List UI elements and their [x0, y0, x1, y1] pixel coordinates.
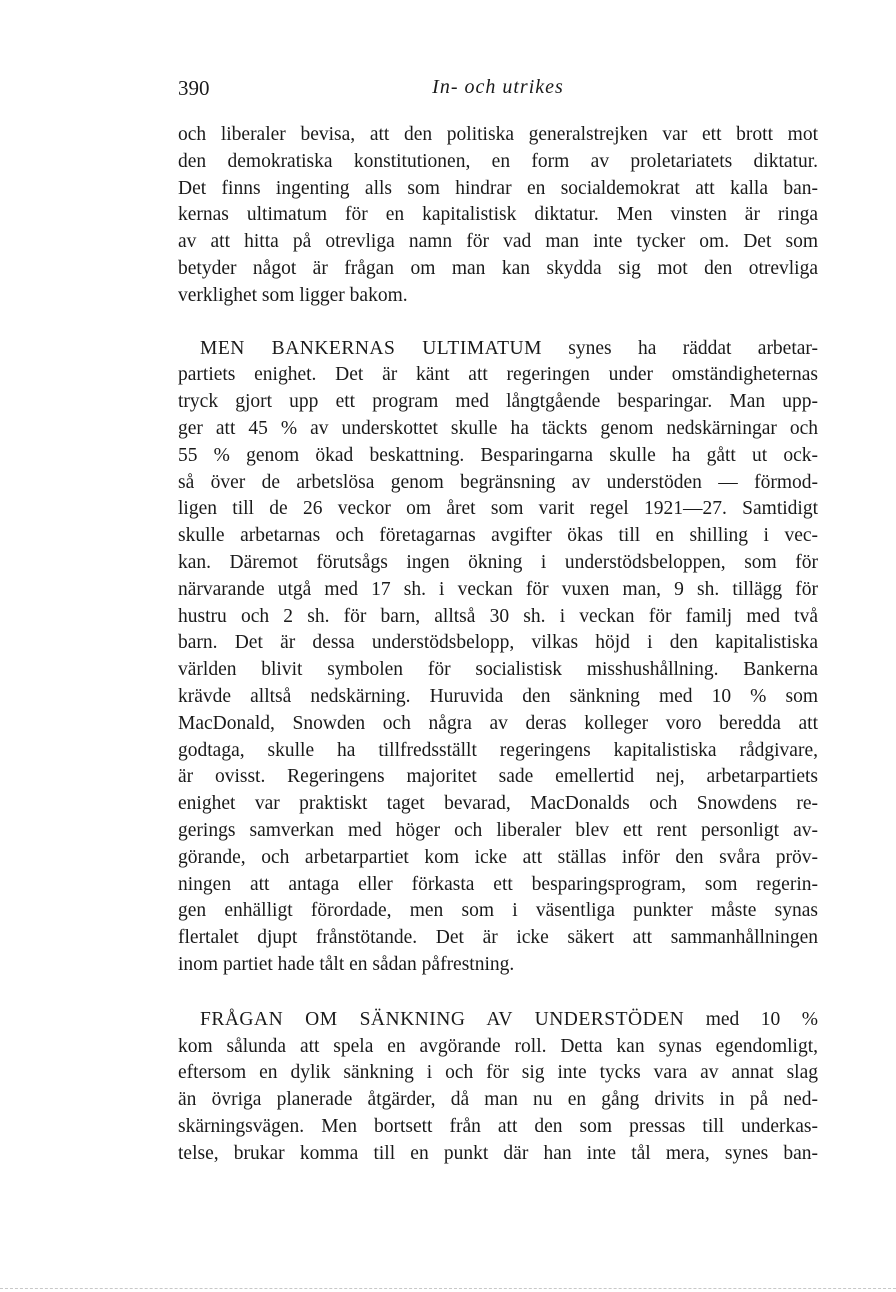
paragraph-3	[178, 1007, 818, 1168]
text-line: skulle arbetarnas och företagarnas avgifter ökas till en shilling i vec-	[178, 525, 818, 547]
text-line: ligen till de 26 veckor om året som varit regel 1921—27. Samtidigt	[178, 498, 818, 520]
page-bottom-edge	[0, 1288, 896, 1289]
text-line: världen blivit symbolen för socialistisk misshushållning. Bankerna	[178, 659, 818, 681]
text-line: ningen att antaga eller förkasta ett besparingsprogram, som regerin-	[178, 873, 818, 895]
text-line	[178, 336, 818, 363]
page-header	[178, 76, 818, 106]
text-line: 55 % genom ökad beskattning. Besparingarna skulle ha gått ut ock-	[178, 444, 818, 466]
section-lead: FRÅGAN OM SÄNKNING AV UNDERSTÖDEN	[200, 1008, 685, 1030]
text-line: ger att 45 % av underskottet skulle ha täckts genom nedskärningar och	[178, 417, 818, 439]
text-line: än övriga planerade åtgärder, då man nu en gång drivits in på ned-	[178, 1089, 818, 1111]
text-line: telse, brukar komma till en punkt där han inte tål mera, synes ban-	[178, 1142, 818, 1164]
text-line: MacDonald, Snowden och några av deras kolleger voro beredda att	[178, 712, 818, 734]
page-number: 390	[178, 76, 210, 100]
text-line: skärningsvägen. Men bortsett från att den som pressas till underkas-	[178, 1115, 818, 1137]
paragraph-2	[178, 336, 818, 979]
text-line: barn. Det är dessa understödsbelopp, vilkas höjd i den kapitalistiska	[178, 632, 818, 654]
lead-line-rest: med 10 %	[705, 1008, 818, 1030]
text-line: Det finns ingenting alls som hindrar en socialdemokrat att kalla ban-	[178, 177, 818, 199]
text-line: kernas ultimatum för en kapitalistisk diktatur. Men vinsten är ringa	[178, 204, 818, 226]
text-line: hustru och 2 sh. för barn, alltså 30 sh. i veckan för familj med två	[178, 605, 818, 627]
text-line: är ovisst. Regeringens majoritet sade emellertid nej, arbetarpartiets	[178, 766, 818, 788]
text-line: flertalet djupt frånstötande. Det är icke säkert att sammanhållningen	[178, 927, 818, 949]
paragraph-1	[178, 122, 818, 310]
text-line: den demokratiska konstitutionen, en form av proletariatets diktatur.	[178, 150, 818, 172]
text-line: görande, och arbetarpartiet kom icke att ställas inför den svåra pröv-	[178, 846, 818, 868]
text-line: av att hitta på otrevliga namn för vad man inte tycker om. Det som	[178, 231, 818, 253]
text-line: närvarande utgå med 17 sh. i veckan för vuxen man, 9 sh. tillägg för	[178, 578, 818, 600]
body-text	[178, 122, 818, 1167]
text-line: enighet var praktiskt taget bevarad, MacDonalds och Snowdens re-	[178, 793, 818, 815]
running-head: In- och utrikes	[432, 76, 564, 98]
text-line: godtaga, skulle ha tillfredsställt regeringens kapitalistiska rådgivare,	[178, 739, 818, 761]
text-line: eftersom en dylik sänkning i och för sig inte tycks vara av annat slag	[178, 1062, 818, 1084]
lead-line-rest: synes ha räddat arbetar-	[568, 337, 819, 359]
section-lead: MEN BANKERNAS ULTIMATUM	[200, 337, 542, 359]
text-line: krävde alltså nedskärning. Huruvida den sänkning med 10 % som	[178, 685, 818, 707]
text-line: så över de arbetslösa genom begränsning av understöden — förmod-	[178, 471, 818, 493]
text-line	[178, 1007, 818, 1034]
text-line: tryck gjort upp ett program med långtgående besparingar. Man upp-	[178, 391, 818, 413]
text-line: gerings samverkan med höger och liberaler blev ett rent personligt av-	[178, 819, 818, 841]
text-line: och liberaler bevisa, att den politiska generalstrejken var ett brott mot	[178, 124, 818, 145]
text-line: partiets enighet. Det är känt att regeringen under omständigheternas	[178, 364, 818, 386]
text-line: kan. Däremot förutsågs ingen ökning i understödsbeloppen, som för	[178, 551, 818, 573]
text-line: kom sålunda att spela en avgörande roll. Detta kan synas egendomligt,	[178, 1035, 818, 1057]
text-line: verklighet som ligger bakom.	[178, 284, 408, 306]
text-line: gen enhälligt förordade, men som i väsentliga punkter måste synas	[178, 900, 818, 922]
text-line: betyder något är frågan om man kan skydda sig mot den otrevliga	[178, 257, 818, 279]
text-line: inom partiet hade tålt en sådan påfrestning.	[178, 953, 515, 975]
